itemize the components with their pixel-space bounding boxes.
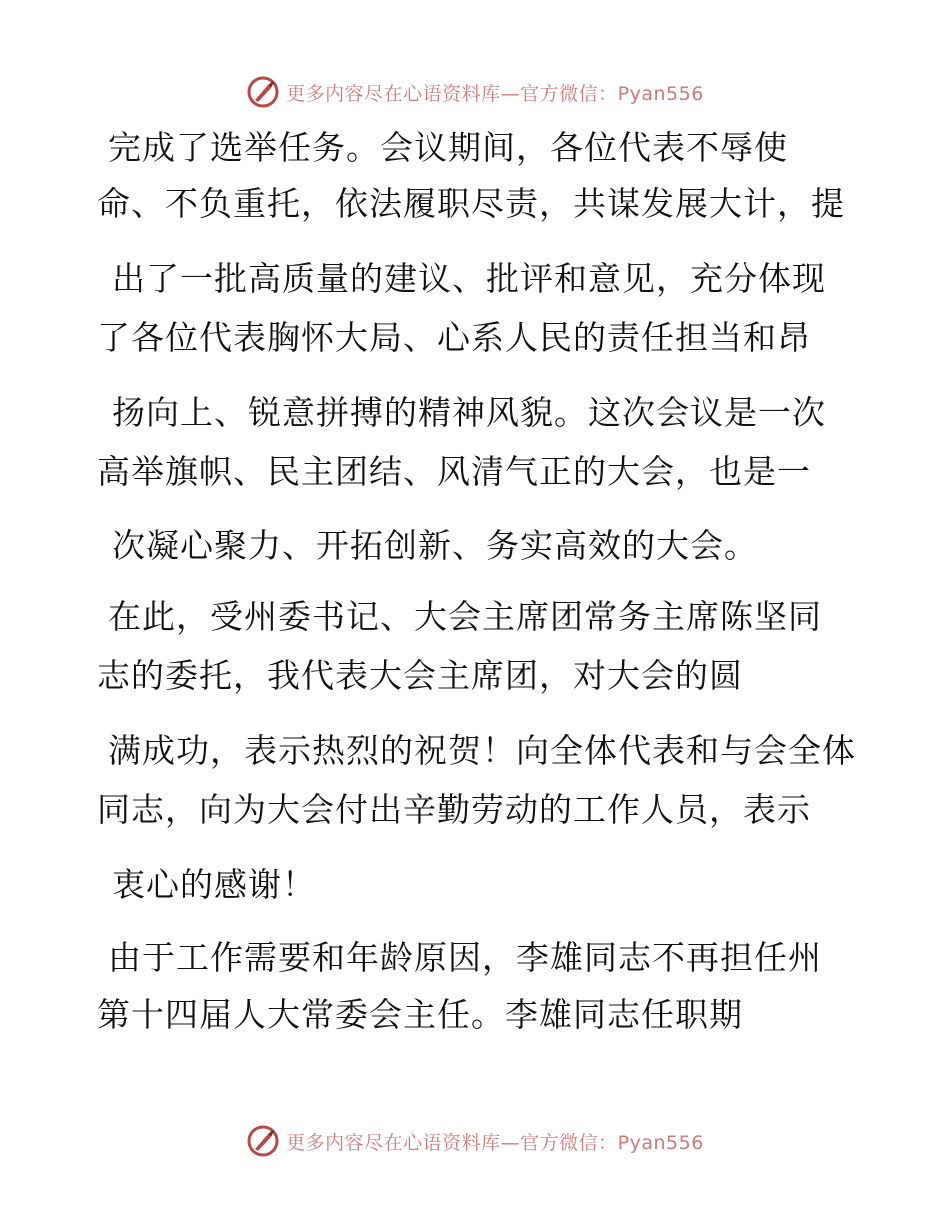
- text-line: 次凝心聚力、开拓创新、务实高效的大会。: [112, 526, 758, 565]
- text-line: 同志，向为大会付出辛勤劳动的工作人员，表示: [97, 790, 811, 829]
- watermark-text: 更多内容尽在心语资料库—官方微信：Pyan556: [286, 82, 704, 105]
- text-line: 了各位代表胸怀大局、心系人民的责任担当和昂: [97, 318, 811, 357]
- text-line: 第十四届人大常委会主任。李雄同志任职期: [97, 995, 743, 1034]
- text-line: 在此，受州委书记、大会主席团常务主席陈坚同: [108, 597, 822, 636]
- text-line: 志的委托，我代表大会主席团，对大会的圆: [97, 656, 743, 695]
- text-line: 完成了选举任务。会议期间，各位代表不辱使: [108, 128, 788, 167]
- text-line: 出了一批高质量的建议、批评和意见，充分体现: [112, 259, 826, 298]
- text-line: 命、不负重托，依法履职尽责，共谋发展大计，提: [97, 184, 845, 223]
- text-line: 满成功，表示热烈的祝贺！向全体代表和与会全体: [108, 731, 856, 770]
- text-line: 由于工作需要和年龄原因，李雄同志不再担任州: [108, 938, 822, 977]
- quill-logo-icon: [246, 1124, 280, 1158]
- text-line: 衷心的感谢！: [112, 865, 316, 904]
- watermark-text: 更多内容尽在心语资料库—官方微信：Pyan556: [286, 1131, 704, 1154]
- watermark-footer: [0, 1121, 950, 1161]
- text-line: 高举旗帜、民主团结、风清气正的大会，也是一: [97, 452, 811, 491]
- text-line: 扬向上、锐意拼搏的精神风貌。这次会议是一次: [112, 393, 826, 432]
